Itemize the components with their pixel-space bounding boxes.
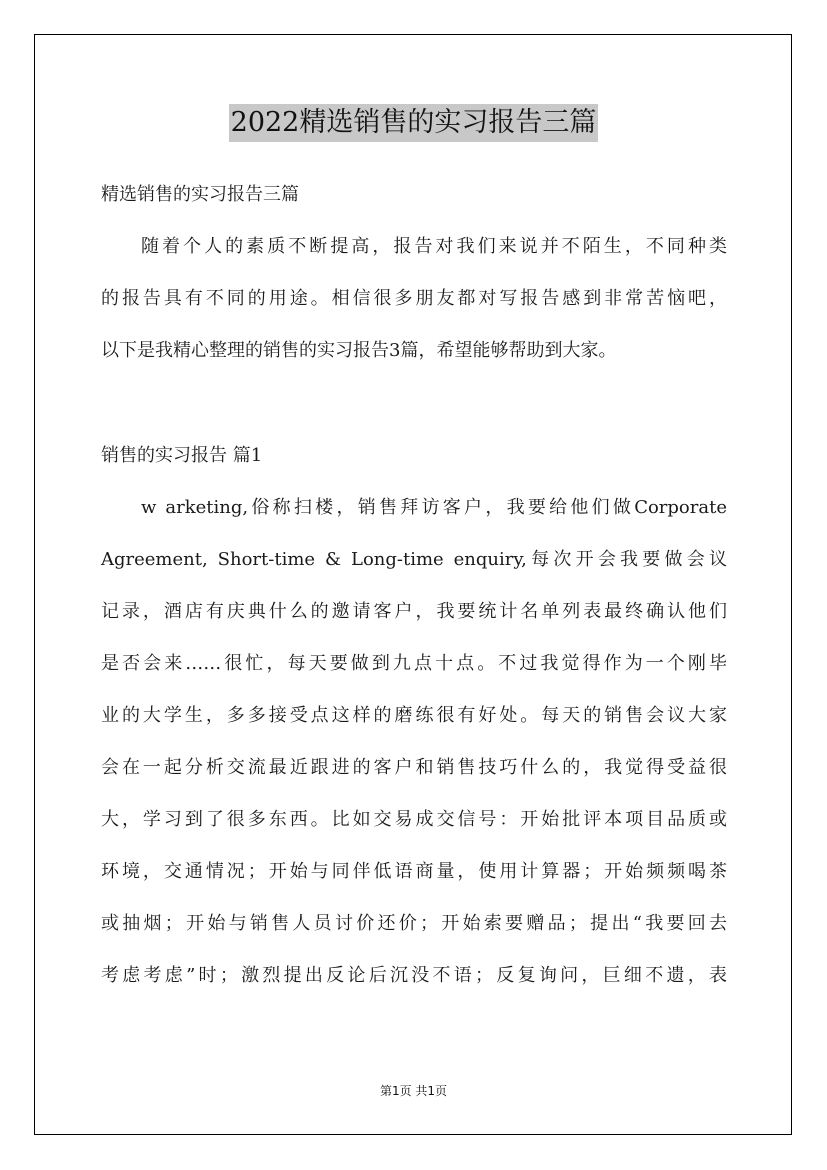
paragraph-line: 环境，交通情况；开始与同伴低语商量，使用计算器；开始频频喝茶 bbox=[101, 861, 727, 882]
spacer bbox=[101, 943, 727, 956]
spacer bbox=[101, 527, 727, 540]
spacer bbox=[101, 403, 727, 436]
spacer bbox=[101, 214, 727, 227]
spacer bbox=[101, 266, 727, 279]
document-subtitle: 精选销售的实习报告三篇 bbox=[101, 184, 299, 205]
spacer bbox=[101, 839, 727, 852]
paragraph-line: 考虑考虑”时；激烈提出反论后沉没不语；反复询问，巨细不遗，表 bbox=[101, 965, 727, 986]
spacer bbox=[101, 735, 727, 748]
document-body bbox=[101, 175, 727, 995]
intro-line: 以下是我精心整理的销售的实习报告3篇，希望能够帮助到大家。 bbox=[101, 340, 617, 361]
paragraph-line: Agreement, Short-time & Long-time enquiry,每次开会我要做会议 bbox=[101, 549, 727, 570]
page-footer: 第1页 共1页 bbox=[379, 1084, 448, 1098]
paragraph-line: 是否会来……很忙，每天要做到九点十点。不过我觉得作为一个刚毕 bbox=[101, 653, 727, 674]
section-heading: 销售的实习报告 篇1 bbox=[101, 445, 263, 466]
paragraph-line: 业的大学生，多多接受点这样的磨练很有好处。每天的销售会议大家 bbox=[101, 705, 727, 726]
document-title: 2022精选销售的实习报告三篇 bbox=[229, 104, 599, 142]
spacer bbox=[101, 787, 727, 800]
spacer bbox=[101, 475, 727, 488]
spacer bbox=[101, 631, 727, 644]
spacer bbox=[101, 891, 727, 904]
spacer bbox=[101, 683, 727, 696]
paragraph-line: 或抽烟；开始与销售人员讨价还价；开始索要赠品；提出“我要回去 bbox=[101, 913, 727, 934]
intro-line: 随着个人的素质不断提高，报告对我们来说并不陌生，不同种类 bbox=[141, 236, 727, 257]
paragraph-line: 记录，酒店有庆典什么的邀请客户，我要统计名单列表最终确认他们 bbox=[101, 601, 727, 622]
paragraph-line: 会在一起分析交流最近跟进的客户和销售技巧什么的，我觉得受益很 bbox=[101, 757, 727, 778]
spacer bbox=[101, 579, 727, 592]
paragraph-line: 大，学习到了很多东西。比如交易成交信号：开始批评本项目品质或 bbox=[101, 809, 727, 830]
intro-line: 的报告具有不同的用途。相信很多朋友都对写报告感到非常苦恼吧， bbox=[101, 288, 727, 309]
spacer bbox=[101, 370, 727, 403]
title-container bbox=[0, 104, 827, 142]
paragraph-line: w arketing,俗称扫楼，销售拜访客户，我要给他们做Corporate bbox=[141, 497, 727, 518]
spacer bbox=[101, 318, 727, 331]
